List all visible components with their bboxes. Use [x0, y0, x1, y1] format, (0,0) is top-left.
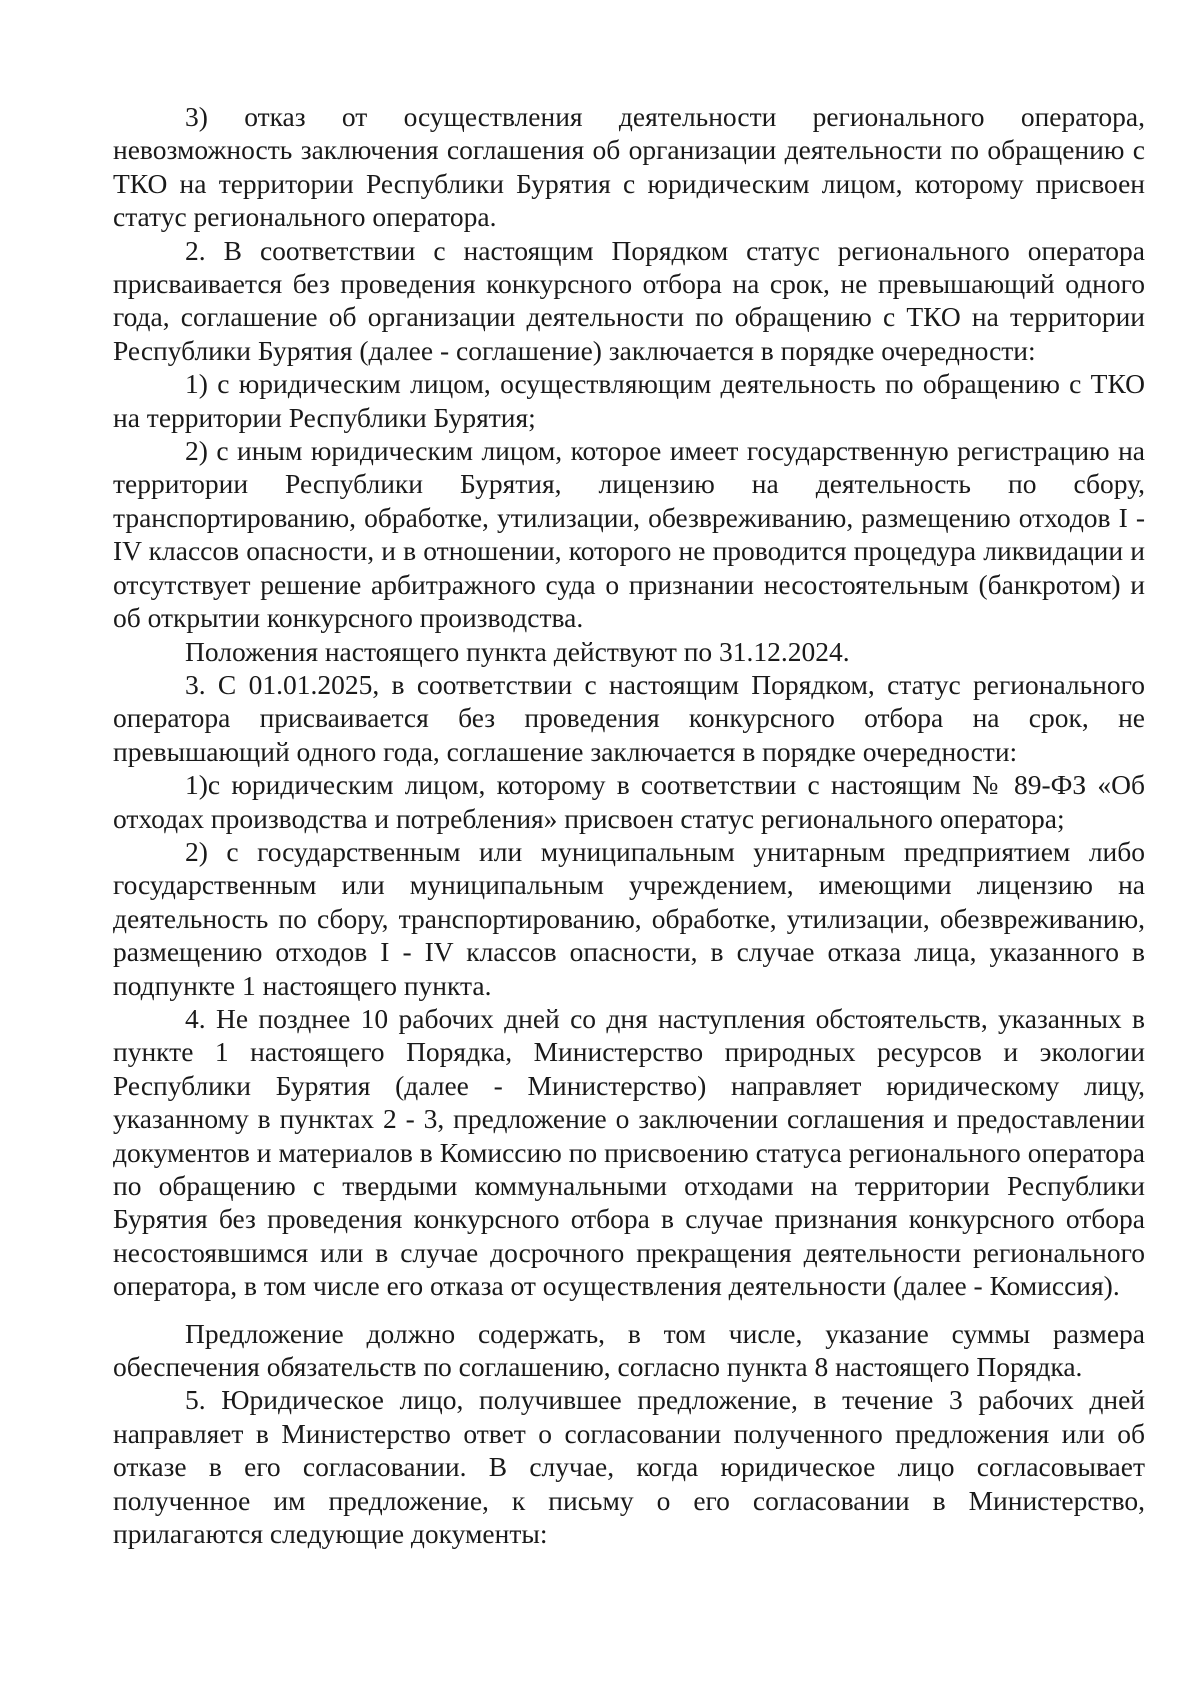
- paragraph-clause-5: 5. Юридическое лицо, получившее предложение, в течение 3 рабочих дней направляет в Министерство ответ о согласовании полученного предложения или об отказе в его согласовании. В случае, когда юридическое лицо согласовывает полученное им предложение, к письму о его согласовании в Министерство, прилагаются следующие документы:: [113, 1384, 1145, 1550]
- paragraph-clause-3-item-2: 2) с государственным или муниципальным унитарным предприятием либо государственным или муниципальным учреждением, имеющими лицензию на деятельность по сбору, транспортированию, обработке, утилизации, обезвреживанию, размещению отходов I - IV классов опасности, в случае отказа лица, указанного в подпункте 1 настоящего пункта.: [113, 835, 1145, 1001]
- paragraph-clause-2: 2. В соответствии с настоящим Порядком статус регионального оператора присваивается без проведения конкурсного отбора на срок, не превышающий одного года, соглашение об организации деятельности по обращению с ТКО на территории Республики Бурятия (далее - соглашение) заключается в порядке очередности:: [113, 234, 1145, 366]
- paragraph-clause-2-item-2: 2) с иным юридическим лицом, которое имеет государственную регистрацию на территории Республики Бурятия, лицензию на деятельность по сбору, транспортированию, обработке, утилизации, обезвреживанию, размещению отходов I - IV классов опасности, и в отношении, которого не проводится процедура ликвидации и отсутствует решение арбитражного суда о признании несостоятельным (банкротом) и об открытии конкурсного производства.: [113, 435, 1145, 634]
- paragraph-item-3-refusal: 3) отказ от осуществления деятельности регионального оператора, невозможность заключения соглашения об организации деятельности по обращению с ТКО на территории Республики Бурятия с юридическим лицом, которому присвоен статус регионального оператора.: [113, 101, 1145, 233]
- paragraph-clause-2-item-1: 1) с юридическим лицом, осуществляющим деятельность по обращению с ТКО на территории Республики Бурятия;: [113, 368, 1145, 433]
- paragraph-clause-2-validity: Положения настоящего пункта действуют по 31.12.2024.: [185, 635, 850, 667]
- paragraph-clause-4-offer-content: Предложение должно содержать, в том числе, указание суммы размера обеспечения обязательств по соглашению, согласно пункта 8 настоящего Порядка.: [113, 1317, 1145, 1383]
- paragraph-clause-3: 3. С 01.01.2025, в соответствии с настоящим Порядком, статус регионального оператора присваивается без проведения конкурсного отбора на срок, не превышающий одного года, соглашение заключается в порядке очередности:: [113, 668, 1145, 767]
- paragraph-clause-4: 4. Не позднее 10 рабочих дней со дня наступления обстоятельств, указанных в пункте 1 настоящего Порядка, Министерство природных ресурсов и экологии Республики Бурятия (далее - Министерство) направляет юридическому лицу, указанному в пунктах 2 - 3, предложение о заключении соглашения и предоставлении документов и материалов в Комиссию по присвоению статуса регионального оператора по обращению с твердыми коммунальными отходами на территории Республики Бурятия без проведения конкурсного отбора в случае признания конкурсного отбора несостоявшимся или в случае досрочного прекращения деятельности регионального оператора, в том числе его отказа от осуществления деятельности (далее - Комиссия).: [113, 1002, 1145, 1302]
- paragraph-clause-3-item-1: 1)с юридическим лицом, которому в соответствии с настоящим № 89-ФЗ «Об отходах производства и потребления» присвоен статус регионального оператора;: [113, 769, 1145, 834]
- document-page: [113, 100, 1145, 1550]
